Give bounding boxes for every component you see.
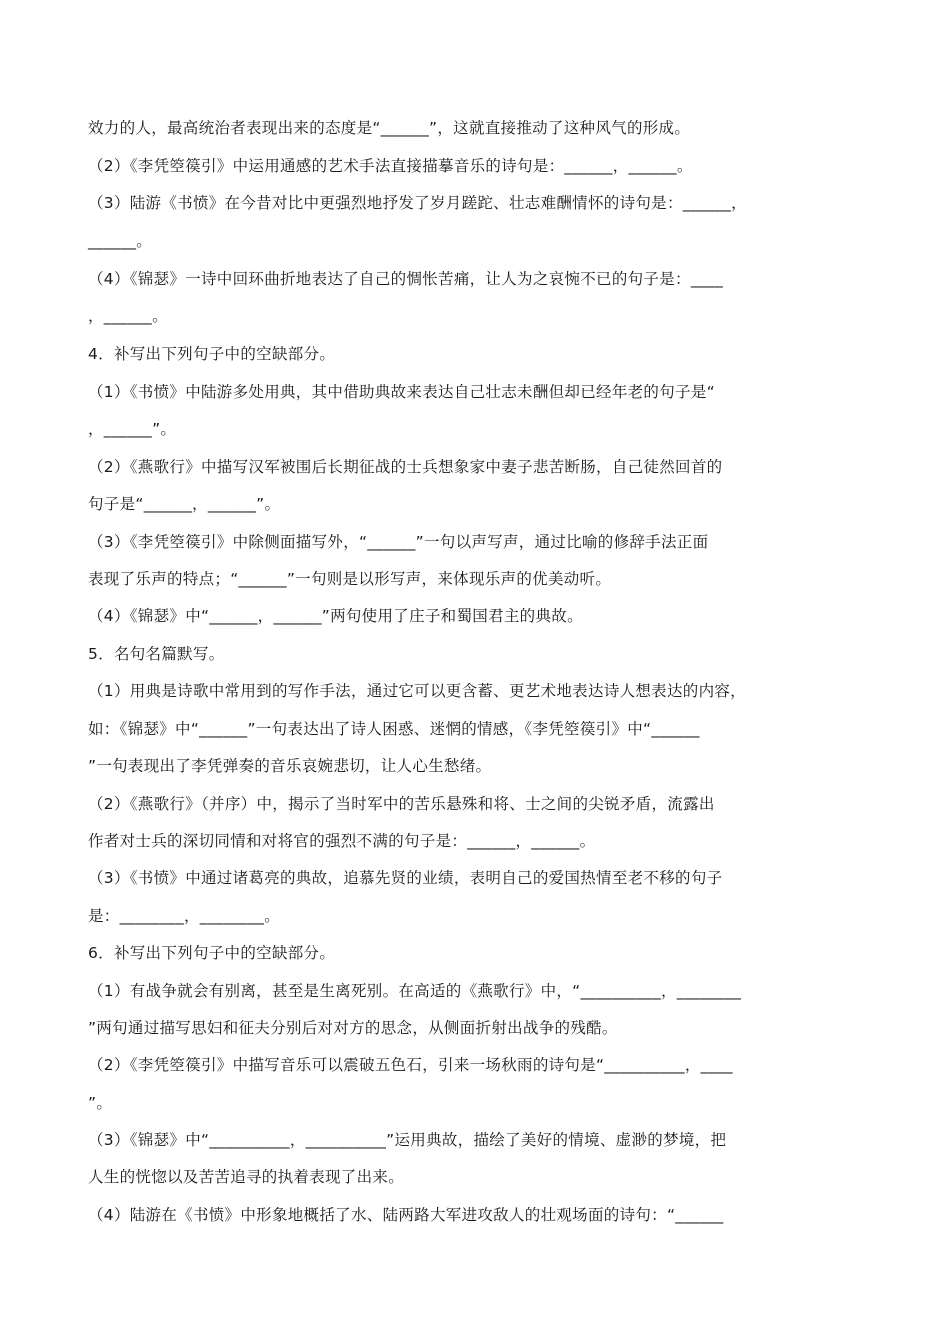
question-heading: 5．名句名篇默写。 [88, 645, 225, 663]
text-line: 作者对士兵的深切同情和对将官的强烈不满的句子是：______，______。 [88, 832, 596, 850]
text-line: （3）陆游《书愤》在今昔对比中更强烈地抒发了岁月蹉跎、壮志难酬情怀的诗句是：______， [88, 194, 747, 212]
text-line: ”一句表现出了李凭弹奏的音乐哀婉悲切，让人心生愁绪。 [88, 757, 492, 775]
text-line: （1）《书愤》中陆游多处用典，其中借助典故来表达自己壮志未酬但却已经年老的句子是“ [88, 383, 715, 401]
text-line: （2）《李凭箜篌引》中描写音乐可以震破五色石，引来一场秋雨的诗句是“__________，____ [88, 1056, 733, 1074]
text-line: 句子是“______，______”。 [88, 495, 281, 513]
text-line: ”两句通过描写思妇和征夫分别后对对方的思念，从侧面折射出战争的残酷。 [88, 1019, 618, 1037]
text-line: （1）有战争就会有别离，甚至是生离死别。在高适的《燕歌行》中，“__________，________ [88, 982, 742, 1000]
text-line: （2）《燕歌行》中描写汉军被围后长期征战的士兵想象家中妻子悲苦断肠，自己徒然回首的 [88, 458, 723, 476]
text-line: ______。 [88, 232, 153, 250]
text-line: （4）《锦瑟》中“______，______”两句使用了庄子和蜀国君主的典故。 [88, 607, 583, 625]
text-line: （3）《锦瑟》中“__________，__________”运用典故，描绘了美好的情境、虚渺的梦境，把 [88, 1131, 727, 1149]
text-line: （1）用典是诗歌中常用到的写作手法，通过它可以更含蓄、更艺术地表达诗人想表达的内容， [88, 682, 746, 700]
text-line: ，______。 [88, 307, 168, 325]
text-line: 人生的恍惚以及苦苦追寻的执着表现了出来。 [88, 1168, 405, 1186]
text-line: 效力的人，最高统治者表现出来的态度是“______”，这就直接推动了这种风气的形成。 [88, 119, 691, 137]
text-line: 如：《锦瑟》中“______”一句表达出了诗人困惑、迷惘的情感，《李凭箜篌引》中“______ [88, 720, 700, 738]
text-line: （2）《燕歌行》（并序）中，揭示了当时军中的苦乐悬殊和将、士之间的尖锐矛盾，流露出 [88, 795, 715, 813]
question-heading: 4．补写出下列句子中的空缺部分。 [88, 345, 336, 363]
text-line: ，______”。 [88, 420, 177, 438]
text-line: （2）《李凭箜篌引》中运用通感的艺术手法直接描摹音乐的诗句是：______，______。 [88, 157, 693, 175]
text-line: （3）《书愤》中通过诸葛亮的典故，追慕先贤的业绩，表明自己的爱国热情至老不移的句子 [88, 869, 723, 887]
text-line: 表现了乐声的特点；“______”一句则是以形写声，来体现乐声的优美动听。 [88, 570, 612, 588]
text-line: 是：________，________。 [88, 907, 281, 925]
text-line: ”。 [88, 1094, 113, 1112]
text-line: （3）《李凭箜篌引》中除侧面描写外，“______”一句以声写声，通过比喻的修辞手法正面 [88, 533, 709, 551]
text-line: （4）陆游在《书愤》中形象地概括了水、陆两路大军进攻敌人的壮观场面的诗句：“______ [88, 1206, 724, 1224]
text-line: （4）《锦瑟》一诗中回环曲折地表达了自己的惆怅苦痛，让人为之哀惋不已的句子是：____ [88, 270, 724, 288]
question-heading: 6．补写出下列句子中的空缺部分。 [88, 944, 336, 962]
